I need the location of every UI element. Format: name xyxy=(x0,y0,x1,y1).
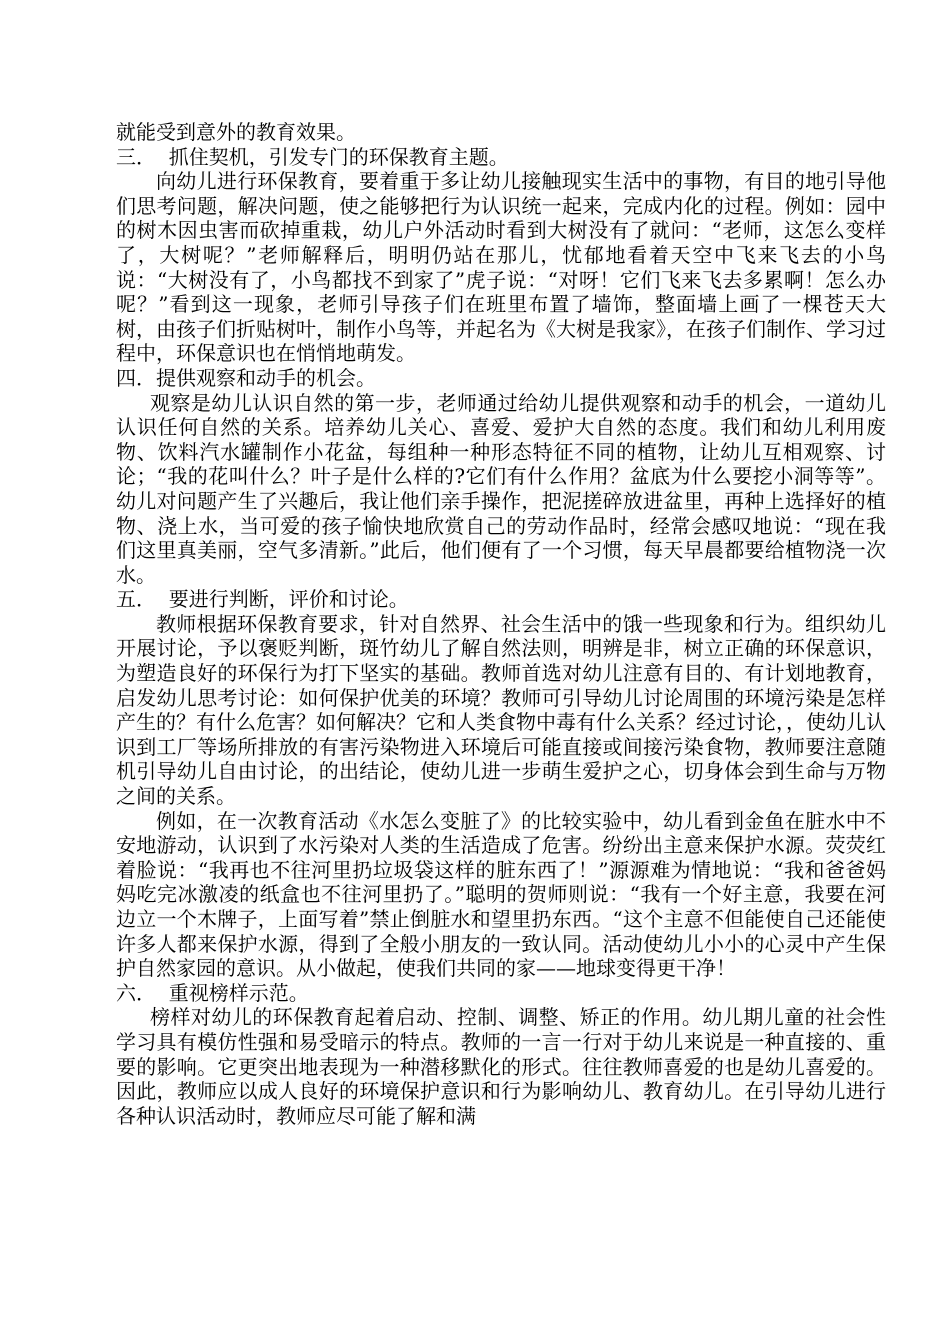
section-heading-4: 四．提供观察和动手的机会。 xyxy=(116,365,376,390)
paragraph-continuation: 就能受到意外的教育效果。 xyxy=(116,120,356,144)
paragraph-section-3: 向幼儿进行环保教育，要着重于多让幼儿接触现实生活中的事物，有目的地引导他们思考问题，解决问题，使之能够把行为认识统一起来，完成内化的过程。例如：园中的树木因虫害而砍掉重栽，幼儿户外活动时看到大树没有了就问：“老师，这怎么变样了，大树呢？”老师解释后，明明仍站在那儿，忧郁地看着天空中飞来飞去的小鸟说：“大树没有了，小鸟都找不到家了”虎子说：“对呀！它们飞来飞去多累啊！怎么办呢？”看到这一现象，老师引导孩子们在班里布置了墙饰，整面墙上画了一棵苍天大树，由孩子们折贴树叶，制作小鸟等，并起名为《大树是我家》，在孩子们制作、学习过程中，环保意识也在悄悄地萌发。 xyxy=(116,169,886,366)
paragraph-section-6: 榜样对幼儿的环保教育起着启动、控制、调整、矫正的作用。幼儿期儿童的社会性学习具有模仿性强和易受暗示的特点。教师的一言一行对于幼儿来说是一种直接的、重要的影响。它更突出地表现为一种潜移默化的形式。往往教师喜爱的也是幼儿喜爱的。因此，教师应以成人良好的环境保护意识和行为影响幼儿、教育幼儿。在引导幼儿进行各种认识活动时，教师应尽可能了解和满 xyxy=(116,1005,886,1128)
paragraph-section-4: 观察是幼儿认识自然的第一步，老师通过给幼儿提供观察和动手的机会，一道幼儿认识任何自然的关系。培养幼儿关心、喜爱、爱护大自然的态度。我们和幼儿利用废物、饮料汽水罐制作小花盆，每组种一种形态特征不同的植物，让幼儿互相观察、讨论；“我的花叫什么？叶子是什么样的?它们有什么作用？盆底为什么要挖小洞等等”。幼儿对问题产生了兴趣后，我让他们亲手操作，把泥搓碎放进盆里，再种上选择好的植物、浇上水，当可爱的孩子愉快地欣赏自己的劳动作品时，经常会感叹地说：“现在我们这里真美丽，空气多清新。”此后，他们便有了一个习惯，每天早晨都要给植物浇一次水。 xyxy=(116,390,886,587)
paragraph-section-5: 教师根据环保教育要求，针对自然界、社会生活中的饿一些现象和行为。组织幼儿开展讨论，予以褒贬判断，斑竹幼儿了解自然法则，明辨是非，树立正确的环保意识，为塑造良好的环保行为打下坚实的基础。教师首选对幼儿注意有目的、有计划地教育，启发幼儿思考讨论：如何保护优美的环境？教师可引导幼儿讨论周围的环境污染是怎样产生的？有什么危害？如何解决？它和人类食物中毒有什么关系？经过讨论，，使幼儿认识到工厂等场所排放的有害污染物进入环境后可能直接或间接污染食物，教师要注意随机引导幼儿自由讨论，的出结论，使幼儿进一步萌生爱护之心，切身体会到生命与万物之间的关系。 xyxy=(116,611,886,809)
section-heading-5: 五． 要进行判断，评价和讨论。 xyxy=(116,587,409,612)
document-body xyxy=(116,120,886,1128)
paragraph-section-5-example: 例如，在一次教育活动《水怎么变脏了》的比较实验中，幼儿看到金鱼在脏水中不安地游动，认识到了水污染对人类的生活造成了危害。纷纷出主意来保护水源。荧荧红着脸说：“我再也不往河里扔垃圾袋这样的脏东西了！”源源难为情地说：“我和爸爸妈妈吃完冰激凌的纸盒也不往河里扔了。”聪明的贺师则说：“我有一个好主意，我要在河边立一个木牌子，上面写着”禁止倒脏水和望里扔东西。“这个主意不但能使自己还能使许多人都来保护水源，得到了全般小朋友的一致认同。活动使幼儿小小的心灵中产生保护自然家园的意识。从小做起，使我们共同的家——地球变得更干净！ xyxy=(116,808,886,981)
section-heading-3: 三． 抓住契机，引发专门的环保教育主题。 xyxy=(116,144,509,169)
section-heading-6: 六． 重视榜样示范。 xyxy=(116,980,309,1005)
